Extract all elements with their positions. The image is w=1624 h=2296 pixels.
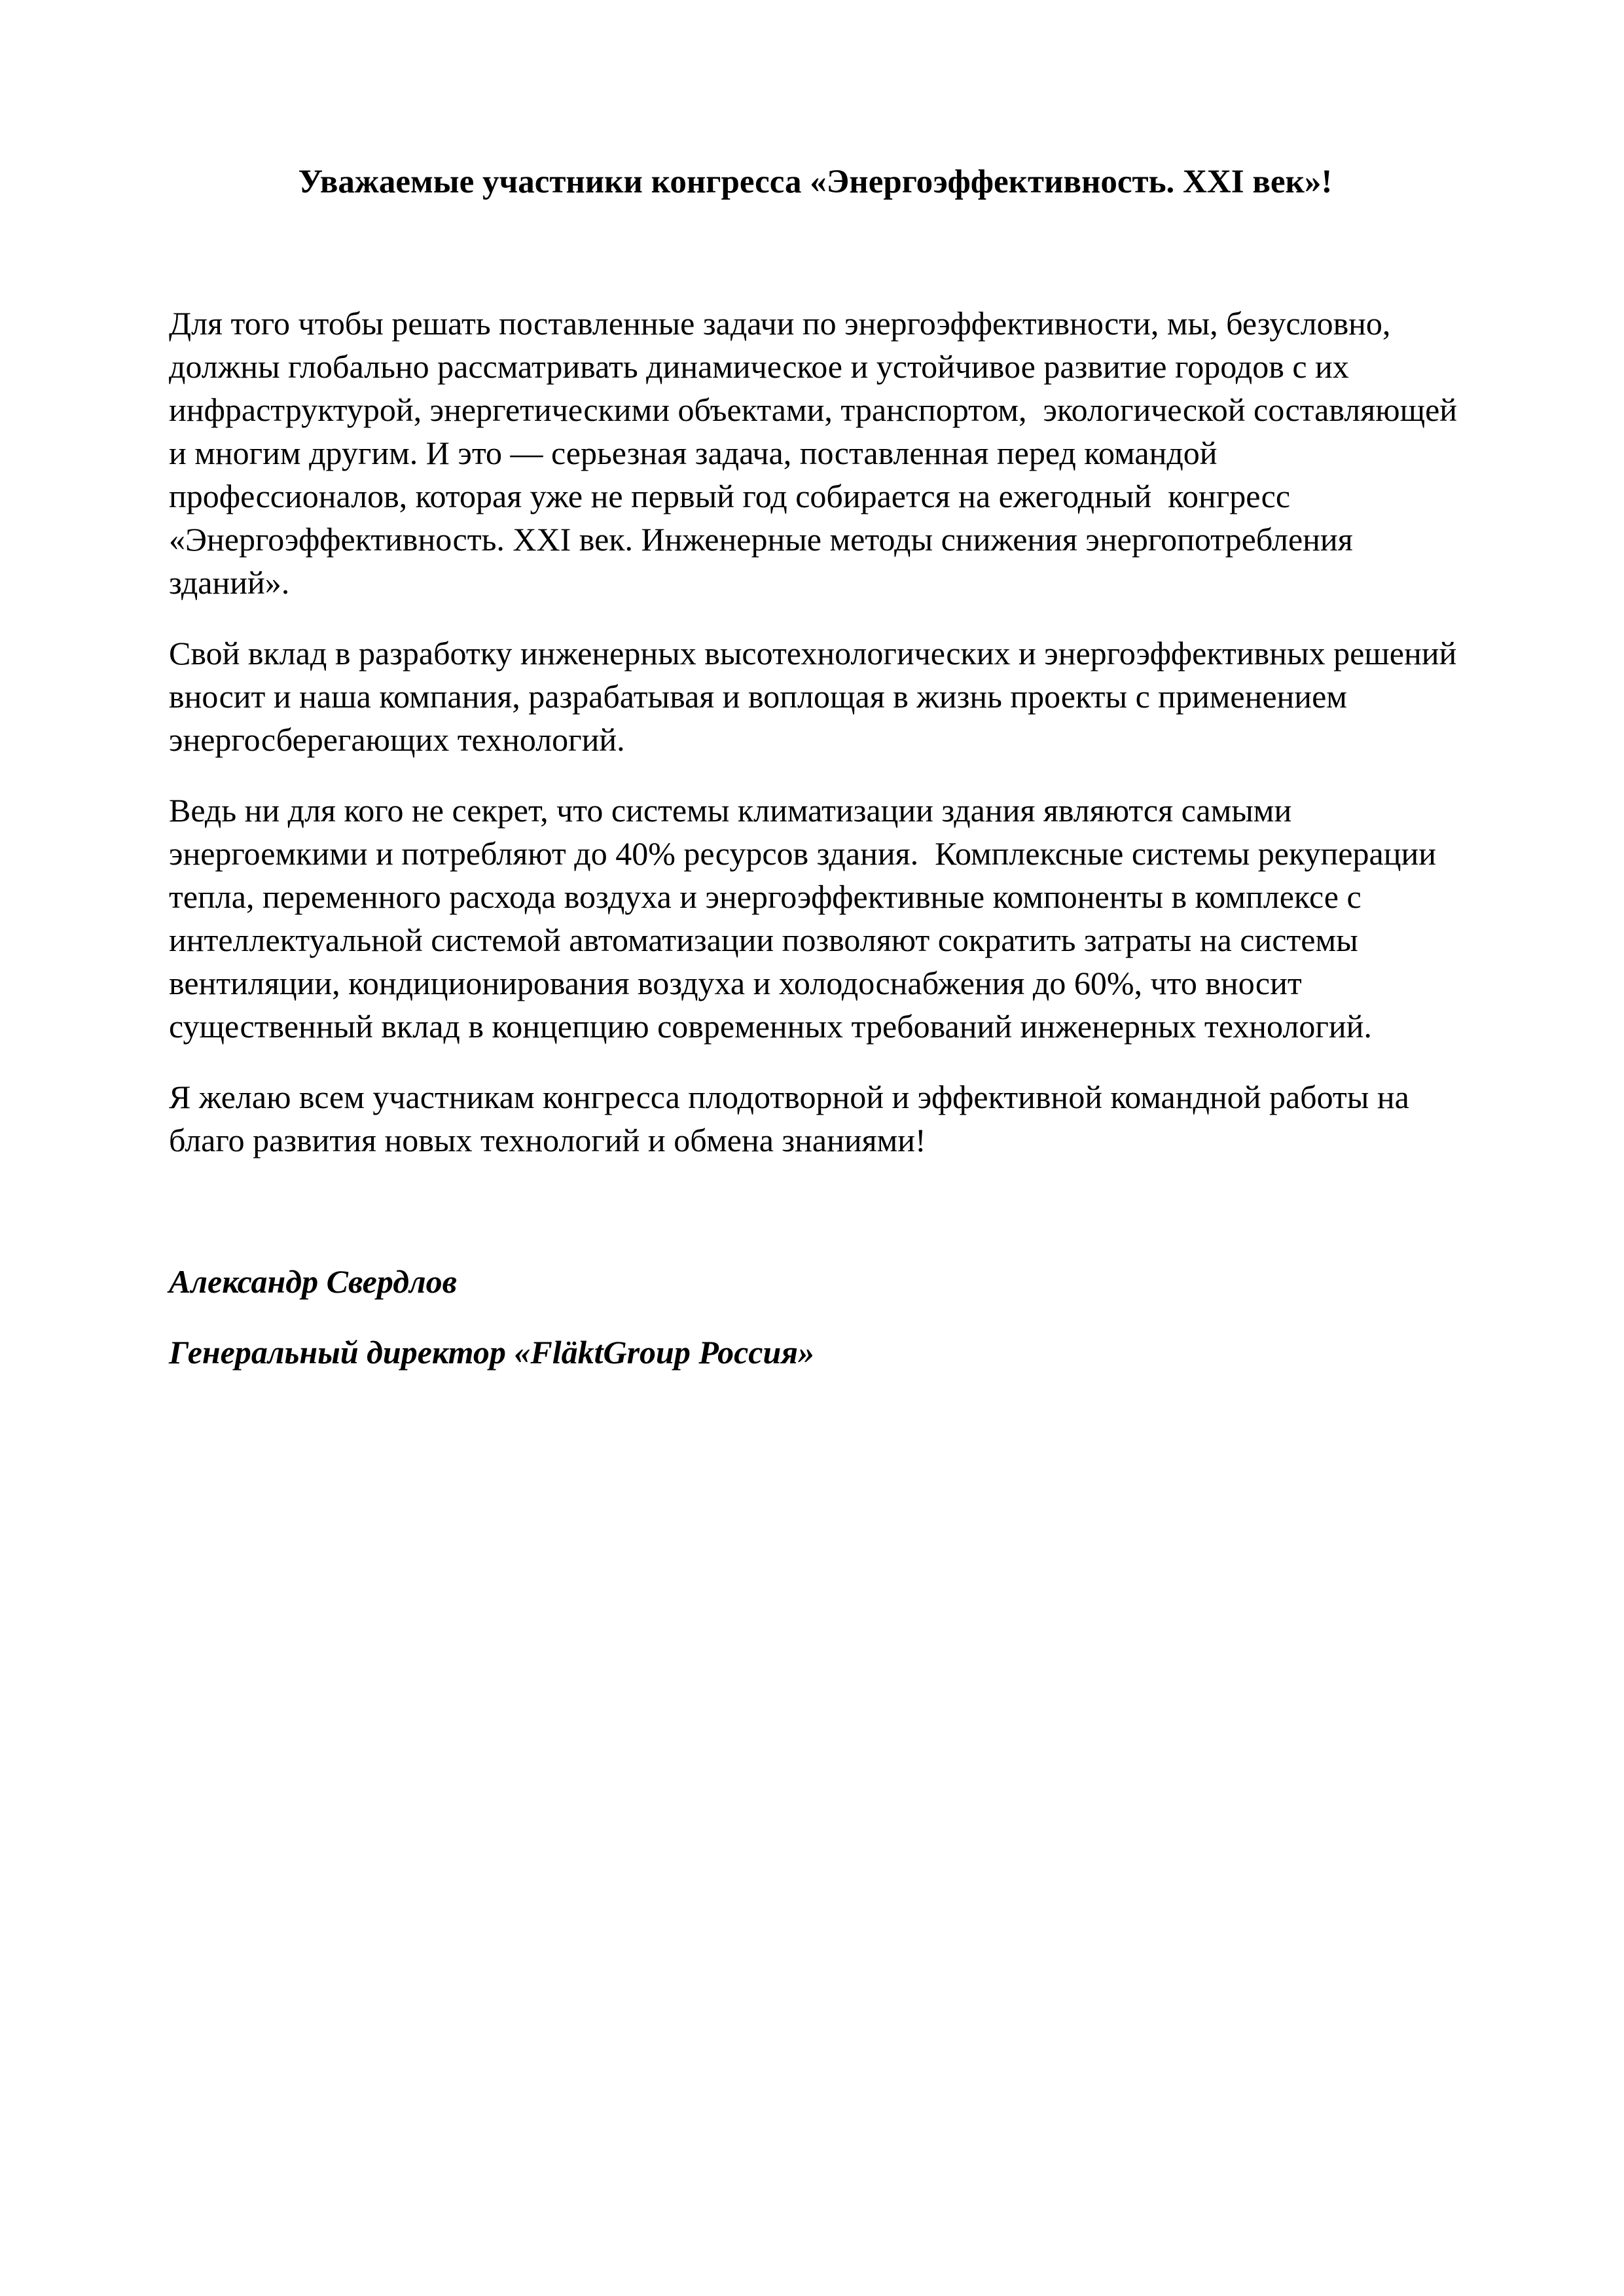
paragraph-energy-systems: Ведь ни для кого не секрет, что системы климатизации здания являются самыми энергоемкими и потребляют до 40% ресурсов здания. Комплексные системы рекуперации тепла, переменного расхода воздуха и энергоэффективные компоненты в комплексе с интеллектуальной системой автоматизации позволяют сократить затраты на системы вентиляции, кондиционирования воздуха и холодоснабжения до 60%, что вносит существенный вклад в концепцию современных требований инженерных технологий.	[169, 792, 1445, 1045]
signature-role: Генеральный директор «FläktGroup Россия»	[169, 1334, 815, 1371]
signature-name: Александр Свердлов	[169, 1263, 458, 1300]
paragraph-wishes: Я желаю всем участникам конгресса плодотворной и эффективной командной работы на благо развития новых технологий и обмена знаниями!	[169, 1079, 1418, 1158]
blank-line	[169, 1189, 1462, 1260]
blank-line	[169, 231, 1462, 302]
paragraph-intro: Для того чтобы решать поставленные задачи по энергоэффективности, мы, безусловно, должны глобально рассматривать динамическое и устойчивое развитие городов с их инфраструктурой, энергетическими объектами, транспортом, экологической составляющей и многим другим. И это — серьезная задача, поставленная перед командой профессионалов, которая уже не первый год собирается на ежегодный конгресс «Энергоэффективность. XXI век. Инженерные методы снижения энергопотребления зданий».	[169, 305, 1466, 601]
document-title: Уважаемые участники конгресса «Энергоэффективность. XXI век»!	[298, 164, 1333, 200]
paragraph-company-contribution: Свой вклад в разработку инженерных высотехнологических и энергоэффективных решений вносит и наша компания, разрабатывая и воплощая в жизнь проекты с применением энергосберегающих технологий.	[169, 635, 1465, 758]
